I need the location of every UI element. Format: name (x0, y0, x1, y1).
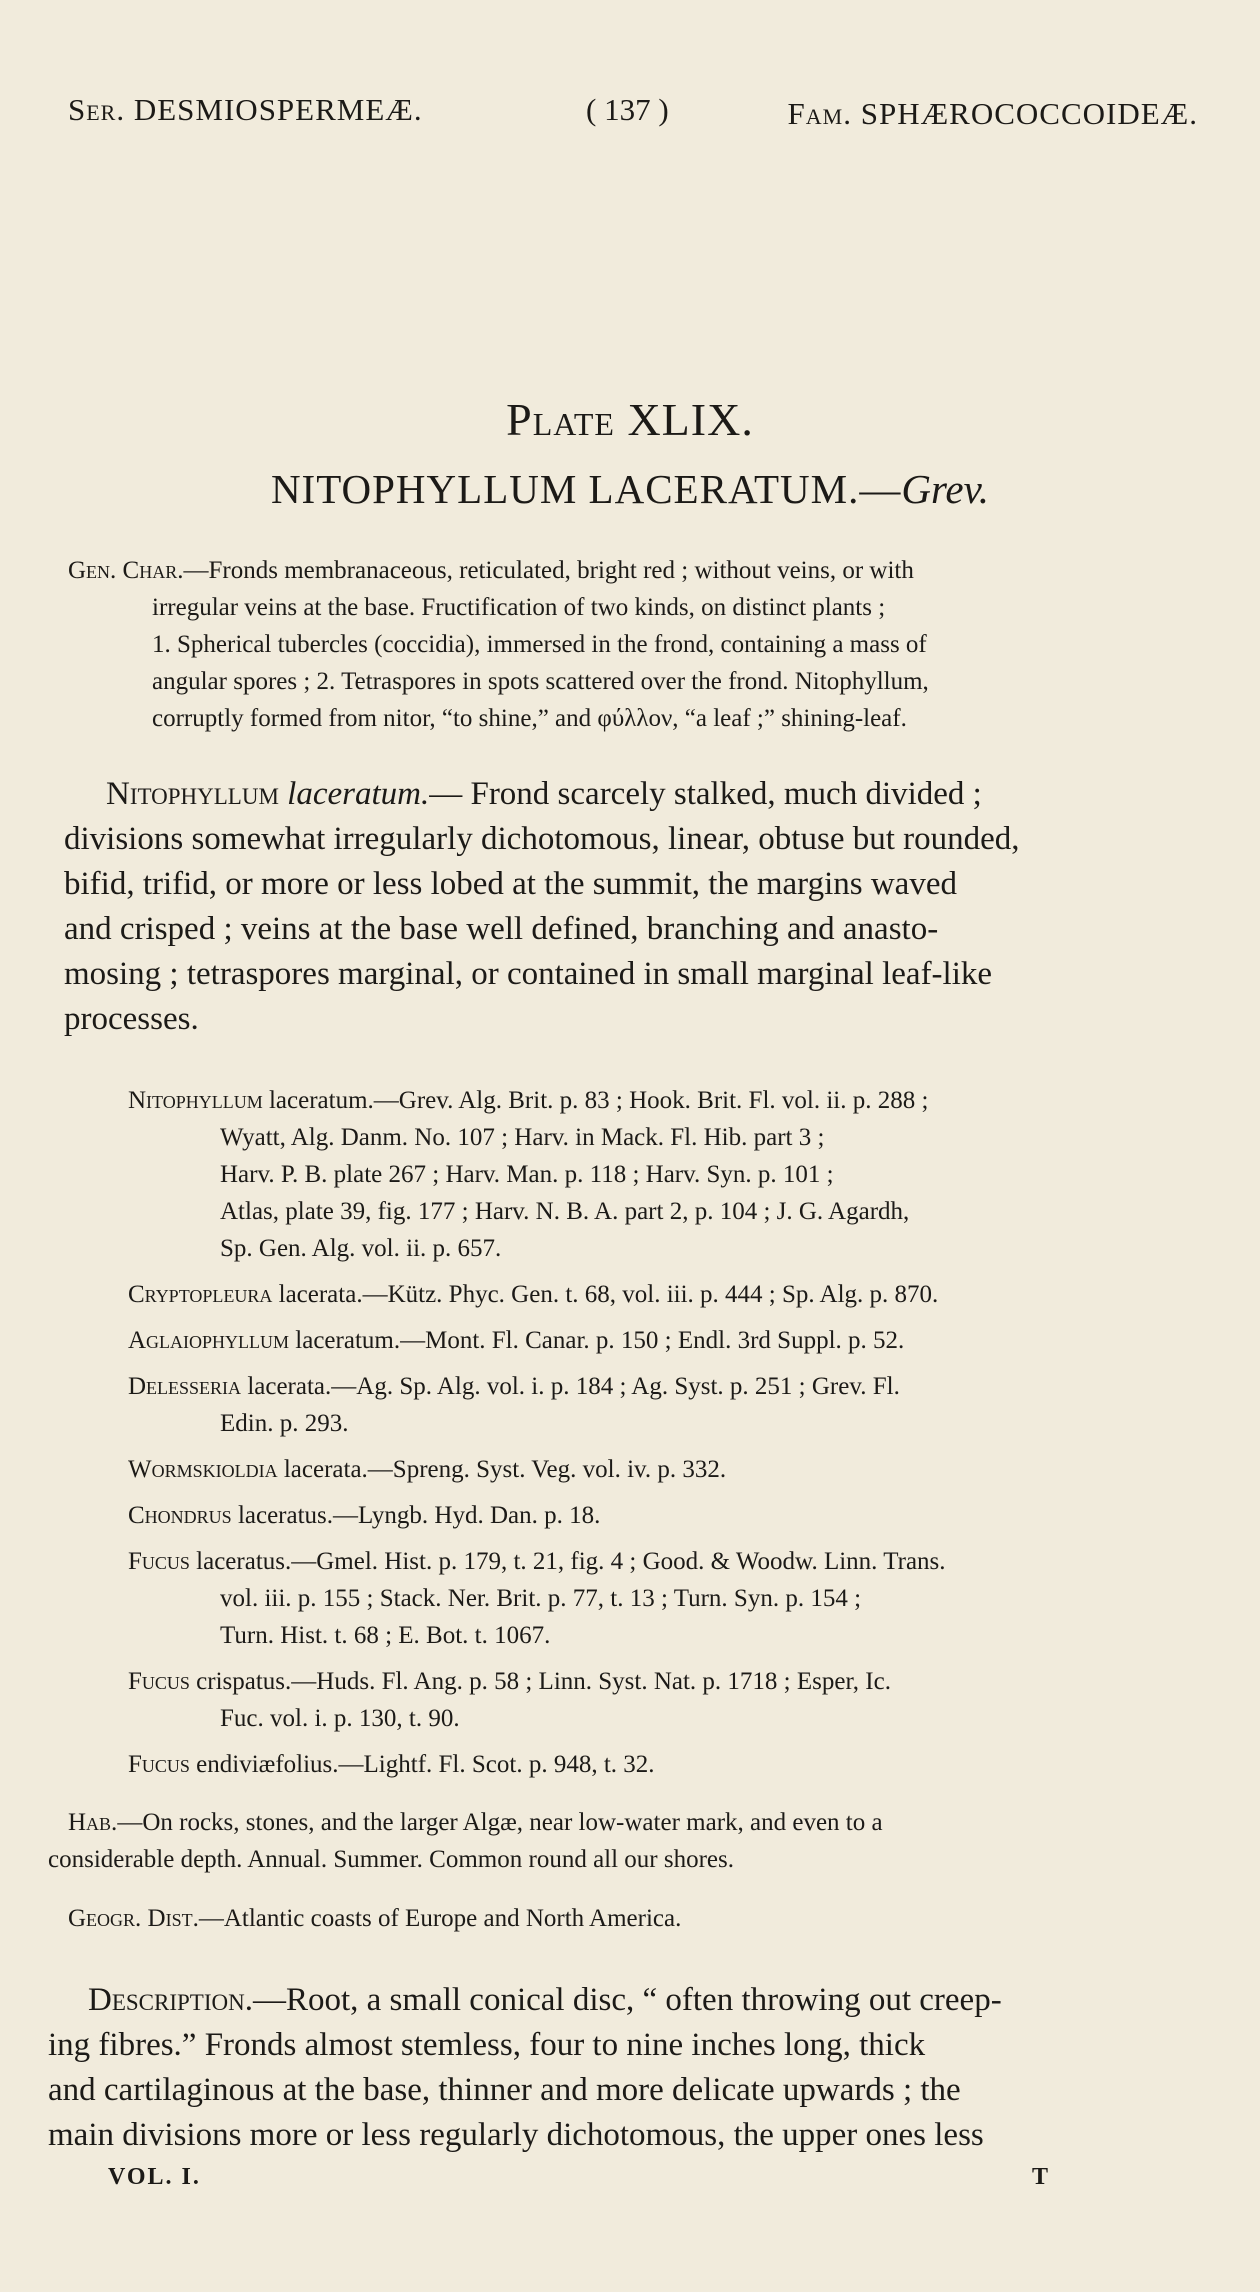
page-number: ( 137 ) (586, 92, 669, 127)
diagnosis-line (64, 772, 1182, 817)
synonym-text: crispatus.—Huds. Fl. Ang. p. 58 ; Linn. Syst. Nat. p. 1718 ; Esper, Ic. (196, 1668, 891, 1695)
synonym-line (68, 1368, 1182, 1405)
description-label: Description. (88, 1982, 253, 2018)
synonym-entry (68, 1543, 1182, 1654)
synonym-line (68, 1543, 1182, 1580)
synonym-text: laceratus.—Lyngb. Hyd. Dan. p. 18. (237, 1502, 601, 1529)
synonym-text: vol. iii. p. 155 ; Stack. Ner. Brit. p. 77, t. 13 ; Turn. Syn. p. 154 ; (220, 1585, 862, 1612)
page-footer (0, 2164, 1260, 2204)
synonym-line (68, 1580, 1182, 1617)
synonym-genus: Fucus (128, 1751, 190, 1778)
description-line: ing fibres.” Fronds almost stemless, four to nine inches long, thick (48, 2027, 926, 2063)
synonym-entry (68, 1663, 1182, 1737)
synonym-text: laceratus.—Gmel. Hist. p. 179, t. 21, fig. 4 ; Good. & Woodw. Linn. Trans. (196, 1548, 946, 1575)
synonym-line (68, 1119, 1182, 1156)
synonym-text: lacerata.—Kütz. Phyc. Gen. t. 68, vol. iii. p. 444 ; Sp. Alg. p. 870. (278, 1281, 939, 1308)
synonym-genus: Fucus (128, 1548, 190, 1575)
synonym-genus: Cryptopleura (128, 1281, 273, 1308)
synonym-line (68, 1156, 1182, 1193)
diagnosis-species: laceratum. (287, 776, 430, 812)
synonym-text: lacerata.—Ag. Sp. Alg. vol. i. p. 184 ; Ag. Syst. p. 251 ; Grev. Fl. (247, 1373, 900, 1400)
synonym-line (68, 1451, 1182, 1488)
synonym-text: Sp. Gen. Alg. vol. ii. p. 657. (220, 1235, 502, 1262)
synonym-genus: Aglaiophyllum (128, 1327, 290, 1354)
synonym-genus: Fucus (128, 1668, 190, 1695)
synonym-line (68, 1746, 1182, 1783)
synonym-text: Turn. Hist. t. 68 ; E. Bot. t. 1067. (220, 1622, 551, 1649)
synonym-line (68, 1663, 1182, 1700)
geographical-distribution (68, 1900, 1182, 1937)
geogr-label: Geogr. Dist. (68, 1905, 199, 1932)
species-author: Grev. (901, 466, 990, 512)
description-text: —Root, a small conical disc, “ often throwing out creep- (252, 1982, 1002, 2018)
synonym-text: Harv. P. B. plate 267 ; Harv. Man. p. 118 ; Harv. Syn. p. 101 ; (220, 1161, 834, 1188)
description-line: main divisions more or less regularly dichotomous, the upper ones less (48, 2117, 984, 2153)
synonym-line (68, 1405, 1182, 1442)
synonym-entry (68, 1746, 1182, 1783)
gen-char-line: angular spores ; 2. Tetraspores in spots scattered over the frond. Nitophyllum, (152, 668, 929, 695)
synonym-text: Wyatt, Alg. Danm. No. 107 ; Harv. in Mack. Fl. Hib. part 3 ; (220, 1124, 825, 1151)
geogr-line (68, 1900, 1182, 1937)
synonym-genus: Wormskioldia (128, 1456, 278, 1483)
synonym-entry (68, 1451, 1182, 1488)
synonym-text: Edin. p. 293. (220, 1410, 349, 1437)
synonym-line (68, 1082, 1182, 1119)
gen-char-line (68, 552, 1180, 589)
habitat-line: considerable depth. Annual. Summer. Common round all our shores. (48, 1846, 735, 1873)
diagnosis-line: divisions somewhat irregularly dichotomous, linear, obtuse but rounded, (64, 821, 1020, 857)
synonym-line (68, 1617, 1182, 1654)
synonym-text: Atlas, plate 39, fig. 177 ; Harv. N. B. A. part 2, p. 104 ; J. G. Agardh, (220, 1198, 910, 1225)
synonym-text: lacerata.—Spreng. Syst. Veg. vol. iv. p. 332. (283, 1456, 727, 1483)
habitat-text: —On rocks, stones, and the larger Algæ, near low-water mark, and even to a (117, 1809, 883, 1836)
synonymy-list (68, 1082, 1182, 1792)
gen-char-label: Gen. Char. (68, 557, 184, 584)
description (48, 1978, 1182, 2158)
diagnosis-line: mosing ; tetraspores marginal, or contained in small marginal leaf-like (64, 956, 993, 992)
gen-char-line: corruptly formed from nitor, “to shine,” and φύλλον, “a leaf ;” shining-leaf. (152, 705, 907, 732)
synonym-text: laceratum.—Grev. Alg. Brit. p. 83 ; Hook. Brit. Fl. vol. ii. p. 288 ; (268, 1087, 929, 1114)
habitat-label: Hab. (68, 1809, 118, 1836)
diagnosis-line: processes. (64, 1001, 199, 1037)
synonym-text: Fuc. vol. i. p. 130, t. 90. (220, 1705, 460, 1732)
synonym-genus: Delesseria (128, 1373, 242, 1400)
description-line (48, 1978, 1182, 2023)
habitat (48, 1804, 1172, 1878)
diagnosis-genus: Nitophyllum (106, 776, 279, 812)
synonym-line (68, 1230, 1182, 1267)
gen-char-line: 1. Spherical tubercles (coccidia), immersed in the frond, containing a mass of (152, 631, 927, 658)
diagnosis-text: — Frond scarcely stalked, much divided ; (429, 776, 982, 812)
synonym-entry (68, 1368, 1182, 1442)
synonym-entry (68, 1276, 1182, 1313)
plate-title: Plate XLIX. (506, 394, 754, 445)
synonym-entry (68, 1082, 1182, 1267)
species-name: NITOPHYLLUM LACERATUM.— (270, 466, 902, 512)
synonym-line (68, 1497, 1182, 1534)
species-title (0, 465, 1260, 513)
diagnosis-line: bifid, trifid, or more or less lobed at the summit, the margins waved (64, 866, 957, 902)
generic-character (68, 552, 1180, 737)
running-head (68, 92, 1198, 132)
synonym-text: laceratum.—Mont. Fl. Canar. p. 150 ; Endl. 3rd Suppl. p. 52. (295, 1327, 905, 1354)
description-line: and cartilaginous at the base, thinner and more delicate upwards ; the (48, 2072, 961, 2108)
synonym-genus: Chondrus (128, 1502, 232, 1529)
volume-mark: VOL. I. (108, 2164, 201, 2190)
synonym-line (68, 1193, 1182, 1230)
running-head-family: Fam. SPHÆROCOCCOIDEÆ. (787, 96, 1198, 131)
species-diagnosis (64, 772, 1182, 1042)
synonym-entry (68, 1322, 1182, 1359)
gen-char-line: irregular veins at the base. Fructification of two kinds, on distinct plants ; (152, 594, 886, 621)
signature-mark: T (1032, 2164, 1049, 2190)
synonym-line (68, 1700, 1182, 1737)
diagnosis-line: and crisped ; veins at the base well defined, branching and anasto- (64, 911, 939, 947)
gen-char-text: —Fronds membranaceous, reticulated, bright red ; without veins, or with (183, 557, 914, 584)
running-head-series: Ser. DESMIOSPERMEÆ. (68, 92, 423, 127)
habitat-line (48, 1804, 1172, 1841)
synonym-text: endiviæfolius.—Lightf. Fl. Scot. p. 948, t. 32. (196, 1751, 655, 1778)
synonym-entry (68, 1497, 1182, 1534)
synonym-genus: Nitophyllum (128, 1087, 263, 1114)
geogr-text: —Atlantic coasts of Europe and North America. (198, 1905, 682, 1932)
synonym-line (68, 1322, 1182, 1359)
synonym-line (68, 1276, 1182, 1313)
